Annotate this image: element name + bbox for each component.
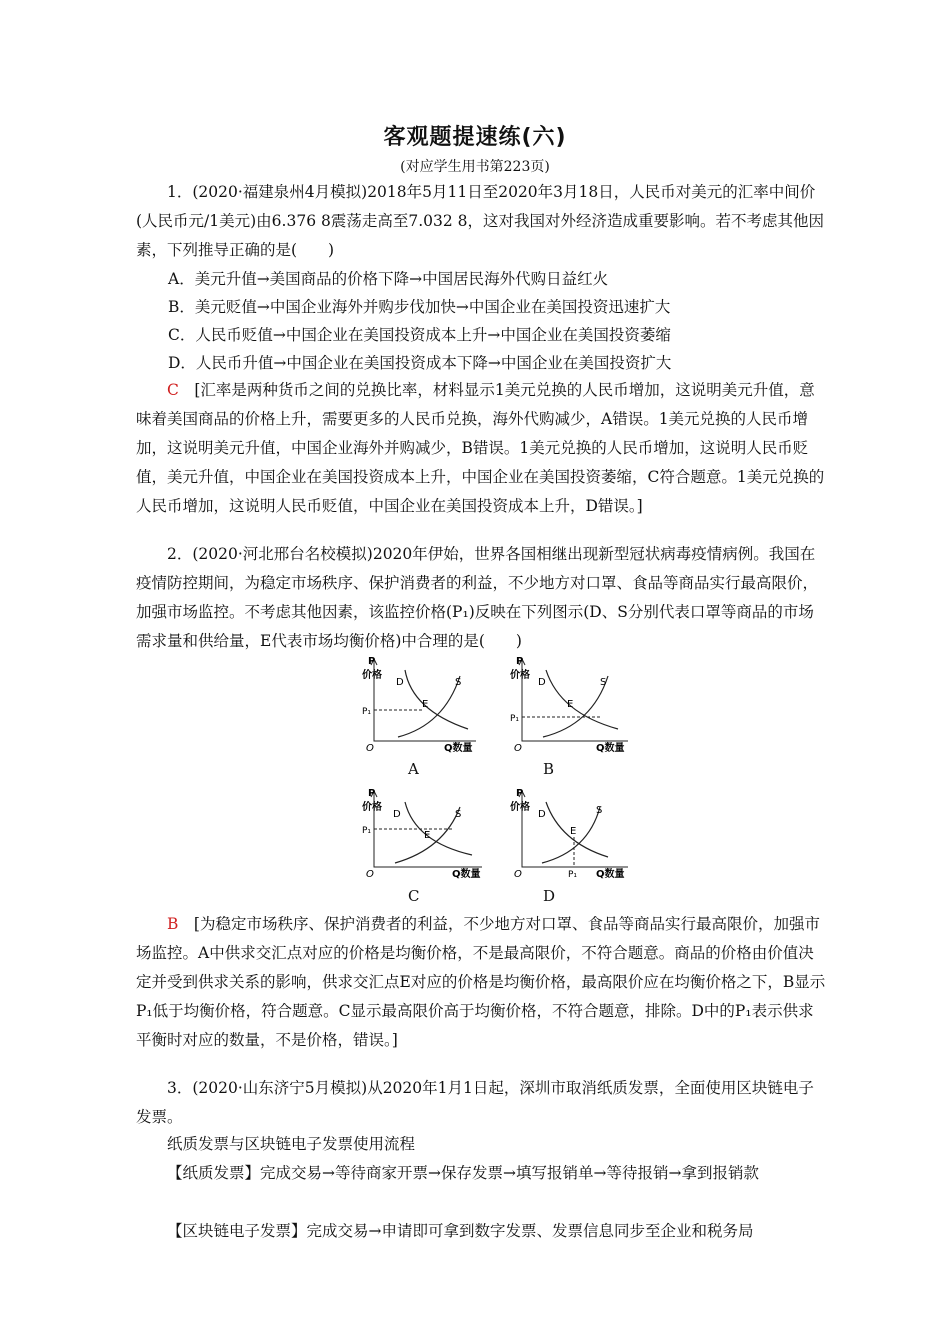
graph-b-s: S — [600, 677, 607, 688]
q2-explanation — [136, 910, 826, 1055]
graph-d — [508, 787, 633, 879]
graph-b — [508, 655, 633, 753]
q1-option-d: D．人民币升值→中国企业在美国投资成本下降→中国企业在美国投资扩大 — [168, 354, 672, 372]
graph-d-s: S — [596, 805, 603, 816]
q1-explanation-text: [汇率是两种货币之间的兑换比率，材料显示1美元兑换的人民币增加，这说明美元升值，意味着美国商品的价格上升，需要更多的人民币兑换，海外代购减少，A错误。1美元兑换的人民币增加，这说明美元升值，中国企业海外并购减少，B错误。1美元兑换的人民币增加，这说明人民币贬值，美元升值，中国企业在美国投资成本上升，中国企业在美国投资萎缩，C符合题意。1美元兑换的人民币增加，这说明人民币贬值，中国企业在美国投资成本上升，D错误。] — [136, 381, 825, 515]
q3-paper-flow: 【纸质发票】完成交易→等待商家开票→保存发票→填写报销单→等待报销→拿到报销款 — [167, 1164, 759, 1182]
graph-a — [360, 655, 480, 753]
graph-d-q: Q数量 — [596, 869, 625, 879]
graph-b-origin: O — [514, 743, 522, 753]
q2-stem: 2．(2020·河北邢台名校模拟)2020年伊始，世界各国相继出现新型冠状病毒疫情病例。我国在疫情防控期间，为稳定市场秩序、保护消费者的利益，不少地方对口罩、食品等商品实行最高限价，加强市场监控。不考虑其他因素，该监控价格(P₁)反映在下列图示(D、S分别代表口罩等商品的市场需求量和供给量，E代表市场均衡价格)中合理的是( ) — [136, 545, 819, 650]
q1-answer: C — [167, 381, 179, 399]
graph-c-p: P — [368, 788, 376, 799]
graph-d-origin: O — [514, 869, 522, 879]
graph-d-e: E — [570, 826, 577, 837]
graph-a-label: A — [408, 760, 419, 778]
graph-b-p: P — [516, 656, 524, 667]
graph-c — [360, 787, 485, 879]
q3-blockchain-flow: 【区块链电子发票】完成交易→申请即可拿到数字发票、发票信息同步至企业和税务局 — [167, 1222, 754, 1240]
graph-c-s: S — [455, 809, 462, 820]
graph-c-origin: O — [366, 869, 374, 879]
q2-answer: B — [167, 915, 179, 933]
graph-a-s: S — [455, 677, 462, 688]
q1-option-b: B．美元贬值→中国企业海外并购步伐加快→中国企业在美国投资迅速扩大 — [168, 298, 671, 316]
graph-a-d: D — [396, 677, 404, 688]
page-title: 客观题提速练(六) — [383, 125, 567, 150]
q2-explanation-text: [为稳定市场秩序、保护消费者的利益，不少地方对口罩、食品等商品实行最高限价，加强市场监控。A中供求交汇点对应的价格是均衡价格，不是最高限价，不符合题意。商品的价格由价值决定并受到供求关系的影响，供求交汇点E对应的价格是均衡价格，最高限价应在均衡价格之下，B显示P₁低于均衡价格，符合题意。C显示最高限价高于均衡价格，不符合题意，排除。D中的P₁表示供求平衡时对应的数量，不是价格，错误。] — [136, 915, 826, 1049]
graph-b-label: B — [543, 760, 555, 778]
graph-a-p: P — [368, 656, 376, 667]
graph-a-p1: P₁ — [362, 707, 372, 717]
q1-stem: 1．(2020·福建泉州4月模拟)2018年5月11日至2020年3月18日，人民币对美元的汇率中间价(人民币元/1美元)由6.376 8震荡走高至7.032 8，这对我国对外经济造成重要影响。若不考虑其他因素，下列推导正确的是( ) — [136, 183, 825, 259]
graph-c-label: C — [408, 887, 420, 905]
graph-b-p1: P₁ — [510, 714, 520, 724]
graph-a-origin: O — [366, 743, 374, 753]
graph-d-p: P — [516, 788, 524, 799]
graph-b-price: 价格 — [510, 670, 530, 681]
q1-option-c: C．人民币贬值→中国企业在美国投资成本上升→中国企业在美国投资萎缩 — [168, 326, 671, 344]
graph-d-d: D — [538, 809, 546, 820]
graph-c-e: E — [424, 830, 431, 841]
graph-b-q: Q数量 — [596, 743, 625, 753]
graph-a-e: E — [422, 699, 429, 710]
graph-d-label: D — [543, 887, 556, 905]
q1-option-a: A．美元升值→美国商品的价格下降→中国居民海外代购日益红火 — [168, 270, 609, 288]
graph-d-p1: P₁ — [568, 870, 578, 879]
graph-c-d: D — [393, 809, 401, 820]
page-subtitle: (对应学生用书第223页) — [400, 159, 550, 175]
graph-d-price: 价格 — [510, 802, 530, 813]
q3-flow-title: 纸质发票与区块链电子发票使用流程 — [167, 1135, 416, 1153]
graph-c-price: 价格 — [362, 802, 382, 813]
q3-stem: 3．(2020·山东济宁5月模拟)从2020年1月1日起，深圳市取消纸质发票，全面使用区块链电子发票。 — [136, 1079, 814, 1126]
graph-a-q: Q数量 — [444, 743, 473, 753]
graph-c-p1: P₁ — [362, 826, 372, 836]
graph-c-q: Q数量 — [452, 869, 481, 879]
q1-explanation — [136, 376, 826, 521]
graph-b-e: E — [567, 699, 574, 710]
graph-b-d: D — [538, 677, 546, 688]
graph-a-price: 价格 — [362, 670, 382, 681]
